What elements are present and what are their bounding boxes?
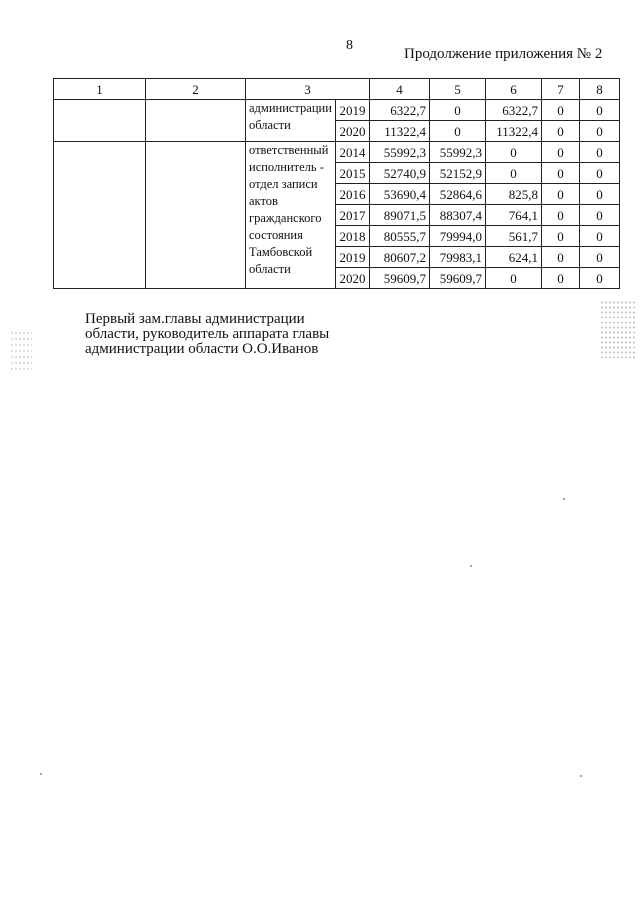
- table-row: [54, 142, 620, 163]
- cell-c5: 59609,7: [430, 268, 486, 289]
- cell-c6: 0: [486, 163, 542, 184]
- cell-c7: 0: [542, 121, 580, 142]
- column-header: 6: [486, 79, 542, 100]
- cell-c6: 0: [486, 268, 542, 289]
- cell-c5: 0: [430, 100, 486, 121]
- cell-c6: 624,1: [486, 247, 542, 268]
- signature-line: области, руководитель аппарата главы: [85, 326, 330, 342]
- signature-line: Первый зам.главы администрации: [85, 311, 305, 327]
- cell-c8: 0: [580, 268, 620, 289]
- cell-c6: 0: [486, 142, 542, 163]
- cell-c4: 55992,3: [370, 142, 430, 163]
- cell-c5: 52864,6: [430, 184, 486, 205]
- column-header: 8: [580, 79, 620, 100]
- header-row: [54, 79, 620, 100]
- cell-c5: 88307,4: [430, 205, 486, 226]
- cell-c4: 89071,5: [370, 205, 430, 226]
- cell-c4: 59609,7: [370, 268, 430, 289]
- cell-c7: 0: [542, 226, 580, 247]
- cell-c7: 0: [542, 205, 580, 226]
- cell-col2: [146, 142, 246, 289]
- cell-year: 2019: [336, 100, 370, 121]
- table-row: [54, 100, 620, 121]
- cell-c8: 0: [580, 100, 620, 121]
- cell-c4: 80555,7: [370, 226, 430, 247]
- cell-c4: 53690,4: [370, 184, 430, 205]
- scan-dot: [580, 775, 582, 777]
- signature-block: [85, 312, 329, 357]
- cell-c8: 0: [580, 142, 620, 163]
- cell-c6: 561,7: [486, 226, 542, 247]
- cell-c5: 52152,9: [430, 163, 486, 184]
- cell-year: 2016: [336, 184, 370, 205]
- cell-year: 2015: [336, 163, 370, 184]
- cell-year: 2020: [336, 121, 370, 142]
- cell-c4: 52740,9: [370, 163, 430, 184]
- cell-c7: 0: [542, 184, 580, 205]
- scan-dot: [40, 773, 42, 775]
- cell-year: 2018: [336, 226, 370, 247]
- cell-c7: 0: [542, 100, 580, 121]
- cell-col1: [54, 100, 146, 142]
- appendix-continuation-note: Продолжение приложения № 2: [404, 46, 603, 62]
- column-header: 4: [370, 79, 430, 100]
- column-header: 2: [146, 79, 246, 100]
- cell-c7: 0: [542, 163, 580, 184]
- cell-c5: 79983,1: [430, 247, 486, 268]
- scan-dot: [563, 498, 565, 500]
- cell-year: 2019: [336, 247, 370, 268]
- cell-c7: 0: [542, 247, 580, 268]
- cell-c8: 0: [580, 247, 620, 268]
- scan-speckle: [600, 300, 636, 360]
- cell-c5: 79994,0: [430, 226, 486, 247]
- cell-c6: 825,8: [486, 184, 542, 205]
- column-header: 7: [542, 79, 580, 100]
- cell-c6: 764,1: [486, 205, 542, 226]
- cell-c6: 11322,4: [486, 121, 542, 142]
- cell-c5: 0: [430, 121, 486, 142]
- cell-c8: 0: [580, 205, 620, 226]
- scan-speckle: [10, 330, 32, 370]
- cell-c8: 0: [580, 184, 620, 205]
- cell-year: 2014: [336, 142, 370, 163]
- cell-year: 2017: [336, 205, 370, 226]
- executor-description: администрации области: [246, 100, 336, 142]
- cell-c6: 6322,7: [486, 100, 542, 121]
- executor-description: ответственный исполнитель - отдел записи актов гражданского состояния Тамбовской области: [246, 142, 336, 289]
- cell-c8: 0: [580, 226, 620, 247]
- cell-c4: 80607,2: [370, 247, 430, 268]
- column-header: 5: [430, 79, 486, 100]
- cell-c5: 55992,3: [430, 142, 486, 163]
- cell-c4: 6322,7: [370, 100, 430, 121]
- cell-c8: 0: [580, 163, 620, 184]
- column-header: 1: [54, 79, 146, 100]
- page-number: 8: [346, 38, 353, 53]
- signature-line: администрации области О.О.Иванов: [85, 341, 319, 357]
- cell-c7: 0: [542, 142, 580, 163]
- cell-c8: 0: [580, 121, 620, 142]
- cell-col1: [54, 142, 146, 289]
- budget-table: [53, 78, 620, 289]
- scan-dot: [470, 565, 472, 567]
- column-header: 3: [246, 79, 370, 100]
- cell-col2: [146, 100, 246, 142]
- cell-c7: 0: [542, 268, 580, 289]
- cell-c4: 11322,4: [370, 121, 430, 142]
- cell-year: 2020: [336, 268, 370, 289]
